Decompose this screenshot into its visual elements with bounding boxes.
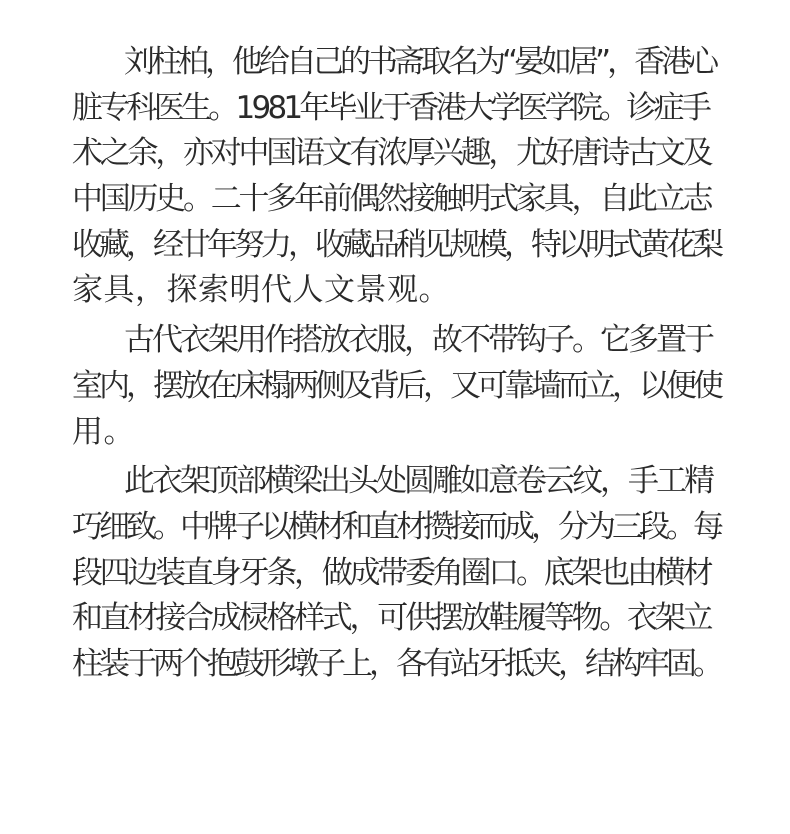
text-line: 柱装于两个抱鼓形墩子上，各有站牙抵夹，结构牢固。 xyxy=(72,645,720,682)
text-line: 收藏，经廿年努力，收藏品稍见规模，特以明式黄花梨 xyxy=(72,226,720,263)
text-line: 古代衣架用作搭放衣服，故不带钩子。它多置于 xyxy=(124,322,712,359)
paragraph-clothes-rack-use xyxy=(72,318,720,455)
text-line: 用。 xyxy=(72,413,135,450)
text-line: 此衣架顶部横梁出头处圆雕如意卷云纹，手工精 xyxy=(124,463,712,500)
text-line: 室内，摆放在床榻两侧及背后，又可靠墙而立，以便使 xyxy=(72,367,720,404)
text-line: 刘柱柏，他给自己的书斋取名为“晏如居”，香港心 xyxy=(124,44,716,80)
text-line: 巧细致。中牌子以横材和直材攒接而成，分为三段。每 xyxy=(72,508,720,545)
text-line: 术之余，亦对中国语文有浓厚兴趣，尤好唐诗古文及 xyxy=(72,135,711,172)
paragraph-collector-bio xyxy=(72,40,720,314)
article-body xyxy=(72,40,720,688)
text-line: 脏专科医生。1981年毕业于香港大学医学院。诊症手 xyxy=(72,89,709,126)
text-line: 中国历史。二十多年前偶然接触明式家具，自此立志 xyxy=(72,181,711,218)
text-line: 和直材接合成棂格样式，可供摆放鞋履等物。衣架立 xyxy=(72,600,711,637)
text-line: 段四边装直身牙条，做成带委角圈口。底架也由横材 xyxy=(72,554,711,591)
text-line: 家具，探索明代人文景观。 xyxy=(72,272,450,309)
paragraph-clothes-rack-structure xyxy=(72,459,720,687)
